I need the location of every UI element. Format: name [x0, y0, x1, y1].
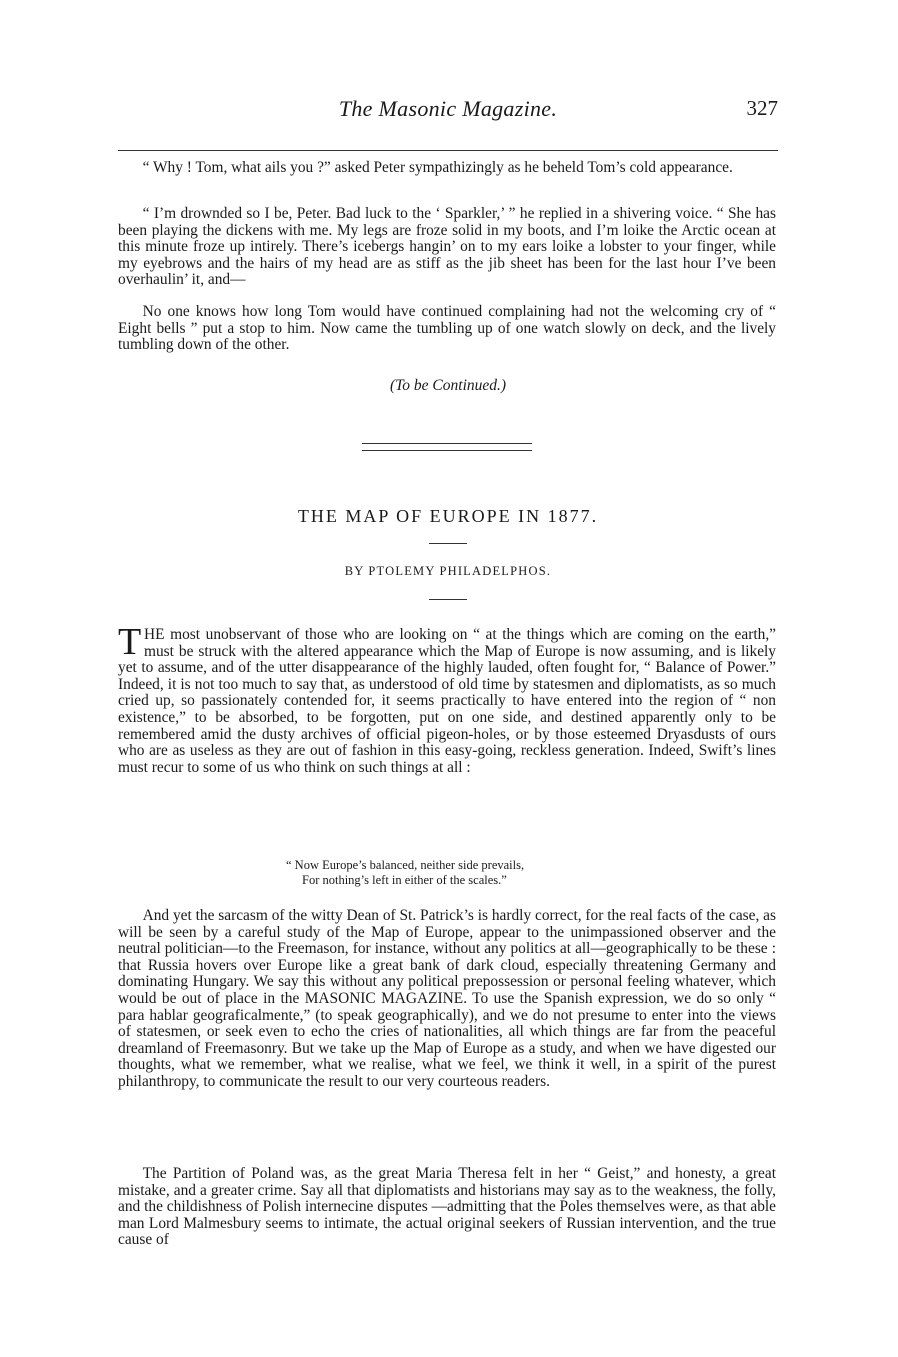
- article-title: THE MAP OF EUROPE IN 1877.: [297, 506, 599, 526]
- page-header: [118, 96, 778, 136]
- verse-line-1: “ Now Europe’s balanced, neither side prevails,: [286, 858, 525, 872]
- section-divider-bottom: [362, 450, 532, 451]
- to-be-continued: (To be Continued.): [389, 377, 507, 394]
- title-rule: [429, 543, 467, 544]
- story-paragraph-1: “ Why ! Tom, what ails you ?” asked Peter sympathizingly as he beheld Tom’s cold appearance.: [142, 159, 733, 176]
- page-number: 327: [746, 96, 778, 120]
- drop-cap-space: [118, 627, 144, 657]
- article-paragraph-3: The Partition of Poland was, as the great Maria Theresa felt in her “ Geist,” and honesty, a great mistake, and a greater crime. Say all that diplomatists and historians may say as to the weakness, the folly, and the childishness of Polish internecine disputes —admitting that the Poles themselves were, as that able man Lord Malmesbury seems to intimate, the actual original seekers of Russian intervention, and the true cause of: [118, 1165, 776, 1249]
- verse-quote: [286, 858, 606, 888]
- byline-rule: [429, 599, 467, 600]
- running-title: The Masonic Magazine.: [338, 96, 558, 121]
- article-paragraph-1-text: HE most unobservant of those who are looking on “ at the things which are coming on the earth,” must be struck with the altered appearance which the Map of Europe is now assuming, and is likely yet to assume, and of the utter disappearance of the highly lauded, often fought for, “ Balance of Power.” Indeed, it is not too much to say that, as understood of old time by statesmen and diplomatists, as so much cried up, so passionately contended for, it seems practically to have entered into the region of “ non existence,” to be absorbed, to be forgotten, put on one side, and destined apparently only to be remembered amid the dusty archives of official pigeon-holes, or by those esteemed Dryasdusts of ours who are as useless as they are out of fashion in this easy-going, reckless generation. Indeed, Swift’s lines must recur to some of us who think on such things at all :: [118, 626, 776, 776]
- article-paragraph-2: And yet the sarcasm of the witty Dean of St. Patrick’s is hardly correct, for the real facts of the case, as will be seen by a careful study of the Map of Europe, appear to the unimpassioned observer and the neutral politician—to the Freemason, for instance, without any politics at all—geographically to be these : that Russia hovers over Europe like a great bank of dark cloud, especially threatening Germany and dominating Hungary. We say this without any political prepossession or personal feeling whatever, which would be out of place in the MASONIC MAGAZINE. To use the Spanish expression, we do so only “ para hablar geograficalmente,” (to speak geographically), and we do not presume to enter into the views of statesmen, or seek even to echo the cries of nationalities, all which things are far from the peaceful dreamland of Freemasonry. But we take up the Map of Europe as a study, and when we have digested our thoughts, what we remember, what we realise, what we feel, we think it well, in a spirit of the purest philanthropy, to communicate the result to our very courteous readers.: [118, 907, 776, 1090]
- article-paragraph-1: [118, 627, 776, 776]
- drop-cap: T: [118, 621, 142, 663]
- header-rule: [118, 150, 778, 151]
- story-paragraph-2: “ I’m drownded so I be, Peter. Bad luck to the ‘ Sparkler,’ ” he replied in a shivering voice. “ She has been playing the dickens with me. My legs are froze solid in my boots, and I’m loike the Arctic ocean at this minute froze up intirely. There’s icebergs hangin’ on to my ears loike a lobster to your finger, while my eyebrows and the hairs of my head are as stiff as the jib sheet has been for the last hour I’ve been overhaulin’ it, and—: [118, 205, 776, 289]
- section-divider-top: [362, 443, 532, 444]
- story-paragraph-3: No one knows how long Tom would have continued complaining had not the welcoming cry of “ Eight bells ” put a stop to him. Now came the tumbling up of one watch slowly on deck, and the lively tumbling down of the other.: [118, 303, 776, 354]
- verse-line-2: For nothing’s left in either of the scales.”: [302, 872, 507, 887]
- article-byline: BY PTOLEMY PHILADELPHOS.: [344, 564, 552, 578]
